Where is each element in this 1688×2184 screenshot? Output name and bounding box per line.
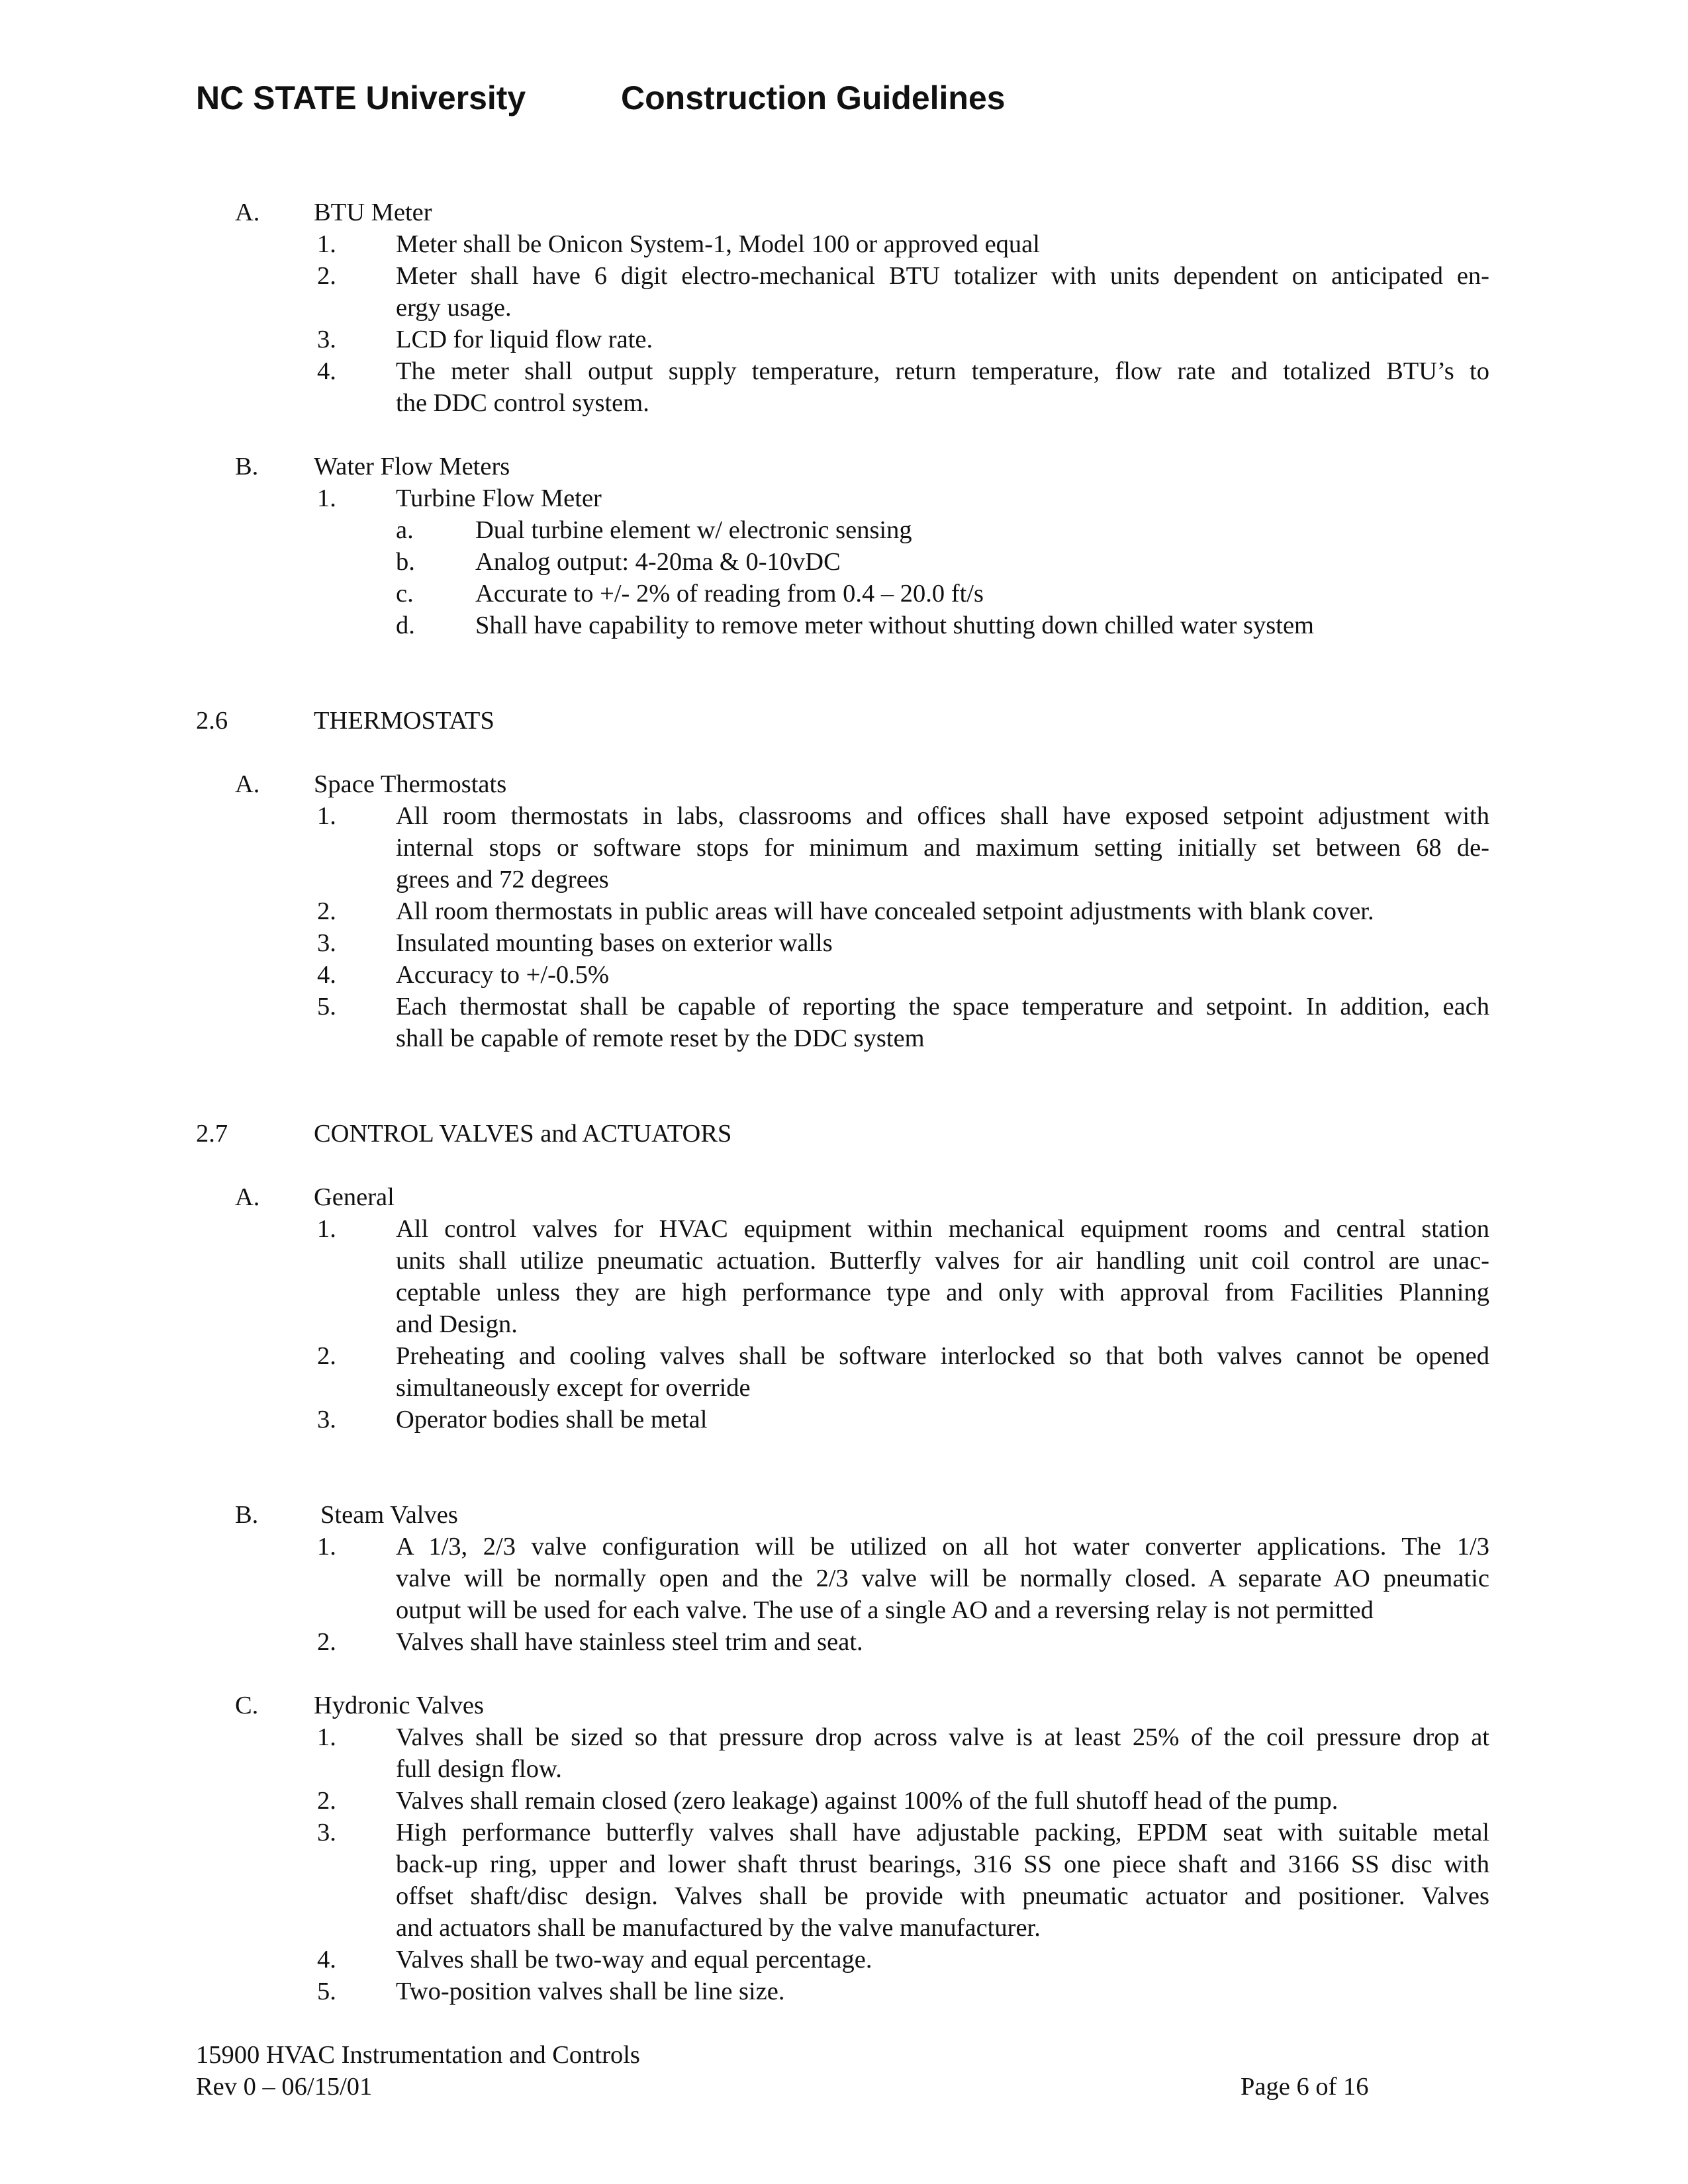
item-number: 2. [317,1628,336,1656]
item-number: 5. [317,993,336,1021]
section-letter: B. [235,453,259,480]
footer-doc-name: 15900 HVAC Instrumentation and Controls [196,2041,640,2069]
item-text: shall be capable of remote reset by the DDC system [396,1024,925,1052]
item-number: 4. [317,357,336,385]
item-text: The meter shall output supply temperature, return temperature, flow rate and totalized BTU’s to [396,357,1489,385]
item-number: 3. [317,1406,336,1433]
item-text: units shall utilize pneumatic actuation. Butterfly valves for air handling unit coil control are unac- [396,1247,1489,1275]
section-title: General [314,1183,395,1211]
section-letter: B. [235,1501,259,1529]
section-number: 2.6 [196,707,228,735]
section-title: Water Flow Meters [314,453,510,480]
item-number: 1. [317,802,336,830]
item-text: Insulated mounting bases on exterior walls [396,929,833,957]
item-text: Valves shall be two-way and equal percentage. [396,1946,872,1974]
item-number: 2. [317,262,336,290]
item-text: All room thermostats in public areas will have concealed setpoint adjustments with blank cover. [396,897,1374,925]
item-text: LCD for liquid flow rate. [396,326,653,353]
section-title: Space Thermostats [314,770,507,798]
item-text: grees and 72 degrees [396,866,609,893]
section-heading: CONTROL VALVES and ACTUATORS [314,1120,732,1148]
item-text: Valves shall have stainless steel trim and seat. [396,1628,863,1656]
section-number: 2.7 [196,1120,228,1148]
item-number: 1. [317,1533,336,1561]
item-text: valve will be normally open and the 2/3 valve will be normally closed. A separate AO pneumatic [396,1565,1489,1592]
subitem-text: Shall have capability to remove meter without shutting down chilled water system [475,612,1315,639]
section-title: Hydronic Valves [314,1692,484,1719]
item-text: full design flow. [396,1755,562,1783]
item-text: A 1/3, 2/3 valve configuration will be utilized on all hot water converter applications. The 1/3 [396,1533,1489,1561]
item-number: 5. [317,1978,336,2005]
item-number: 1. [317,1215,336,1243]
item-number: 3. [317,1819,336,1846]
item-number: 2. [317,897,336,925]
subitem-letter: a. [396,516,414,544]
item-text: All room thermostats in labs, classrooms and offices shall have exposed setpoint adjustment with [396,802,1489,830]
section-title: BTU Meter [314,199,432,226]
subitem-letter: b. [396,548,415,576]
item-number: 1. [317,230,336,258]
item-text: the DDC control system. [396,389,649,417]
item-text: and Design. [396,1310,518,1338]
section-letter: A. [235,1183,260,1211]
item-number: 1. [317,484,336,512]
subitem-text: Dual turbine element w/ electronic sensing [475,516,912,544]
section-title: Steam Valves [320,1501,458,1529]
item-text: Each thermostat shall be capable of reporting the space temperature and setpoint. In addition, each [396,993,1489,1021]
subitem-text: Analog output: 4-20ma & 0-10vDC [475,548,841,576]
item-text: Valves shall remain closed (zero leakage) against 100% of the full shutoff head of the pump. [396,1787,1338,1815]
section-letter: C. [235,1692,259,1719]
item-number: 2. [317,1787,336,1815]
item-text: All control valves for HVAC equipment within mechanical equipment rooms and central station [396,1215,1489,1243]
item-text: Two-position valves shall be line size. [396,1978,785,2005]
item-text: output will be used for each valve. The use of a single AO and a reversing relay is not permitted [396,1596,1374,1624]
item-number: 4. [317,961,336,989]
section-letter: A. [235,199,260,226]
item-number: 1. [317,1723,336,1751]
header-doc-title: Construction Guidelines [621,79,1006,116]
header-university: NC STATE University [196,79,526,116]
item-text: Meter shall be Onicon System-1, Model 100 or approved equal [396,230,1040,258]
item-text: offset shaft/disc design. Valves shall be provide with pneumatic actuator and positioner. Valves [396,1882,1489,1910]
item-text: internal stops or software stops for minimum and maximum setting initially set between 68 de- [396,834,1489,862]
section-heading: THERMOSTATS [314,707,494,735]
item-text: Turbine Flow Meter [396,484,602,512]
item-text: simultaneously except for override [396,1374,751,1402]
item-text: Valves shall be sized so that pressure drop across valve is at least 25% of the coil pressure drop at [396,1723,1489,1751]
item-text: Operator bodies shall be metal [396,1406,708,1433]
item-number: 3. [317,326,336,353]
item-text: High performance butterfly valves shall have adjustable packing, EPDM seat with suitable metal [396,1819,1489,1846]
item-number: 3. [317,929,336,957]
item-text: Meter shall have 6 digit electro-mechanical BTU totalizer with units dependent on anticipated en- [396,262,1489,290]
section-letter: A. [235,770,260,798]
item-number: 2. [317,1342,336,1370]
item-text: Preheating and cooling valves shall be software interlocked so that both valves cannot be opened [396,1342,1489,1370]
subitem-letter: d. [396,612,415,639]
subitem-letter: c. [396,580,414,608]
item-text: back-up ring, upper and lower shaft thrust bearings, 316 SS one piece shaft and 3166 SS disc with [396,1850,1489,1878]
subitem-text: Accurate to +/- 2% of reading from 0.4 – 20.0 ft/s [475,580,984,608]
footer-page-number: Page 6 of 16 [1241,2073,1369,2101]
footer-revision: Rev 0 – 06/15/01 [196,2073,373,2101]
item-text: ergy usage. [396,294,512,322]
item-text: ceptable unless they are high performance type and only with approval from Facilities Planning [396,1279,1489,1306]
item-text: and actuators shall be manufactured by the valve manufacturer. [396,1914,1041,1942]
item-number: 4. [317,1946,336,1974]
item-text: Accuracy to +/-0.5% [396,961,610,989]
